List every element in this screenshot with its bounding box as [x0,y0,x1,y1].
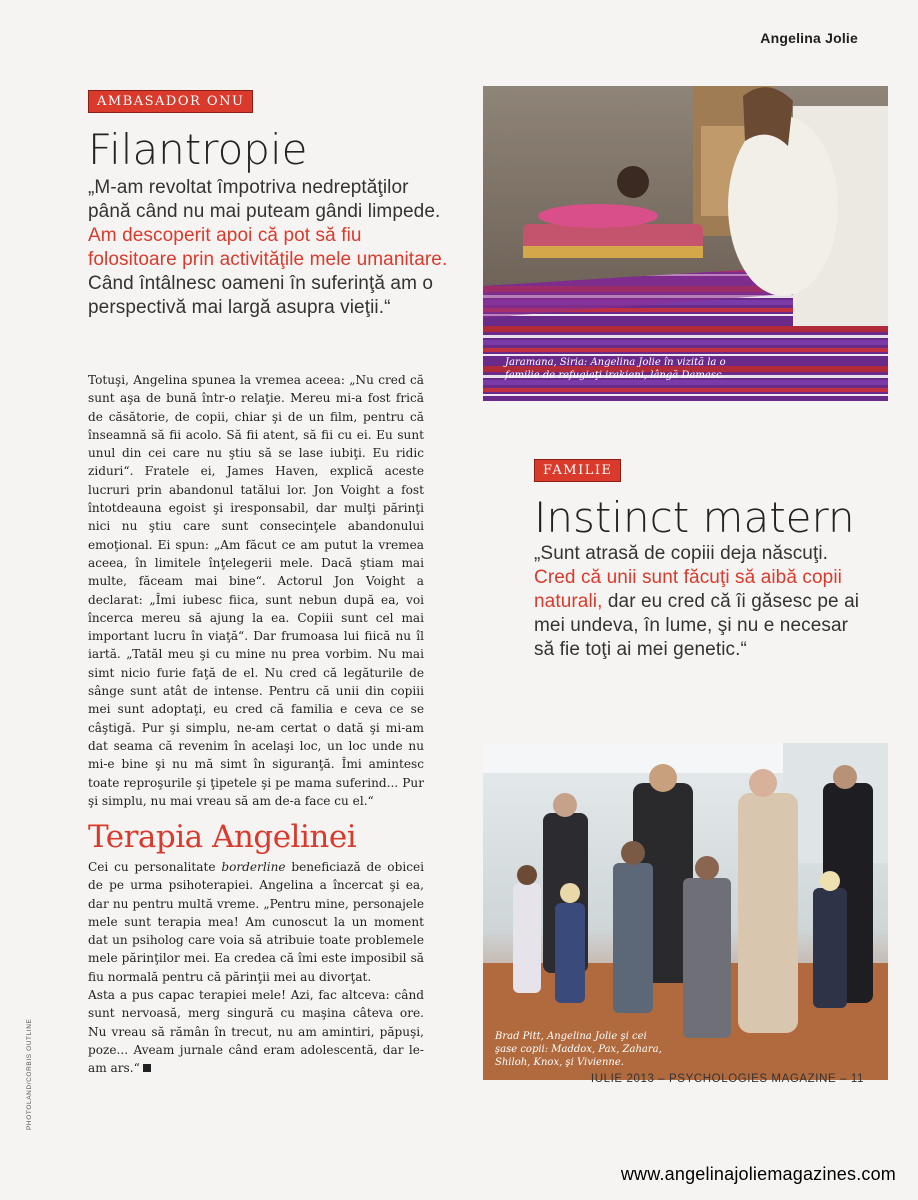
article-body-terapia [88,858,424,1078]
photo-credit-text: PHOTOLAND/CORBIS OUTLINE [26,1018,33,1130]
paragraph-text: Cei cu personalitate [88,860,222,874]
article-paragraph [88,986,424,1077]
paragraph-text: Asta a pus capac terapiei mele! Azi, fac altceva: când sunt nervoasă, merg singură cu maşina câteva ore. Nu vreau să rămân în trecut, nu am amintiri, păpuşi, poze... Aveam jurnale când eram adolescentă, dar le-am ars.“ [88,988,424,1076]
site-watermark: www.angelinajoliemagazines.com [620,1164,896,1184]
photo-family [483,743,888,1080]
photo-credit [26,990,38,1130]
photo-caption-refugee: Jaramana, Siria: Angelina Jolie în vizită la o familie de refugiaţi irakieni, lângă Damasc. [505,357,726,381]
section-tag-familie: FAMILIE [534,459,621,482]
end-of-article-mark [143,1064,151,1072]
paragraph-emphasis: borderline [221,860,286,874]
paragraph-text: beneficiază de obicei de pe urma psihoterapiei. Angelina a încercat şi ea, dar nu pentru multă vreme. „Pentru mine, personajele mele sunt terapia mea! Am cunoscut la un moment dat un psiholog care voia să atribuie toate problemele mele părinţilor mei. Ea credea că îmi este imposibil să fiu normală pentru că părinţii mei au divorţat. [88,860,424,984]
photo-caption-family: Brad Pitt, Angelina Jolie şi cei şase copii: Maddox, Pax, Zahara, Shiloh, Knox, şi Vivienne. [495,1031,662,1068]
article-body-main [88,371,424,810]
quote-text: dar eu cred că îi găsesc pe ai mei undeva, în lume, şi nu e necesar să fie toţi ai mei genetic.“ [534,591,860,660]
quote-text: „M-am revoltat împotriva nedreptăţilor până când nu mai puteam gândi limpede. [88,177,441,222]
pull-quote-filantropie [88,176,454,320]
photo-refugee-visit [483,86,888,401]
pull-quote-instinct [534,542,866,662]
photo-refugee-visit-image [483,86,888,401]
section-title-instinct: Instinct matern [534,493,855,542]
page-footer: IULIE 2013 – PSYCHOLOGIES MAGAZINE – 11 [590,1073,864,1085]
quote-highlight: Cred că unii sunt făcuţi să aibă copii naturali, [534,567,842,612]
quote-text: „Sunt atrasă de copiii deja născuţi. [534,543,829,564]
section-title-terapia: Terapia Angelinei [88,819,357,855]
section-tag-ambasador: AMBASADOR ONU [88,90,253,113]
section-title-filantropie: Filantropie [88,125,308,174]
page-header-name: Angelina Jolie [760,30,858,46]
quote-text: Când întâlnesc oameni în suferinţă am o perspectivă mai largă asupra vieţii.“ [88,273,434,318]
article-paragraph: Totuşi, Angelina spunea la vremea aceea: „Nu cred că sunt aşa de bună într-o relaţie. Mereu mi-a fost frică de căsătorie, de copii, chiar şi de un film, pentru că înseamnă să fii acolo. Să fii atent, să fii cu ei. Eu sunt unul din cei care nu ştiu să se lase iubiţi. Eu ridic ziduri“. Fratele ei, James Haven, explică aceste lucruri prin abandonul tatălui lor. Jon Voight a fost întotdeauna egoist şi iresponsabil, dar mulţi părinţi nici nu ştiu care sunt consecinţele abandonului emoţional. Ei spun: „Am făcut ce am putut la vremea aceea, în limitele înţelegerii mele. Dacă ştiam mai multe, făceam mai bine“. Actorul Jon Voight a declarat: „Îmi iubesc fiica, sunt nebun după ea, voi încerca mereu să ajung la ea. Copiii sunt cel mai important lucru în viaţă“. Dar frumoasa lui fiică nu îl iartă. „Tatăl meu şi cu mine nu prea vorbim. Nu mai simt nicio furie faţă de el. Nu cred că legăturile de sânge sunt atât de intense. Pentru că unii din copiii mei sunt adoptaţi, eu cred că familia e ceva ce se câştigă. Pur şi simplu, ne-am certat o dată şi mi-am dat seama că revenim în acelaşi loc, un loc unde nu mi-e bine şi nu mă simt în siguranţă. Îmi amintesc toate reproşurile şi ţipetele şi pe mama suferind... Pur şi simplu, nu mai vreau să am de-a face cu el.“ [88,373,424,808]
quote-highlight: Am descoperit apoi că pot să fiu folositoare prin activităţile mele umanitare. [88,225,448,270]
article-paragraph [88,858,424,986]
